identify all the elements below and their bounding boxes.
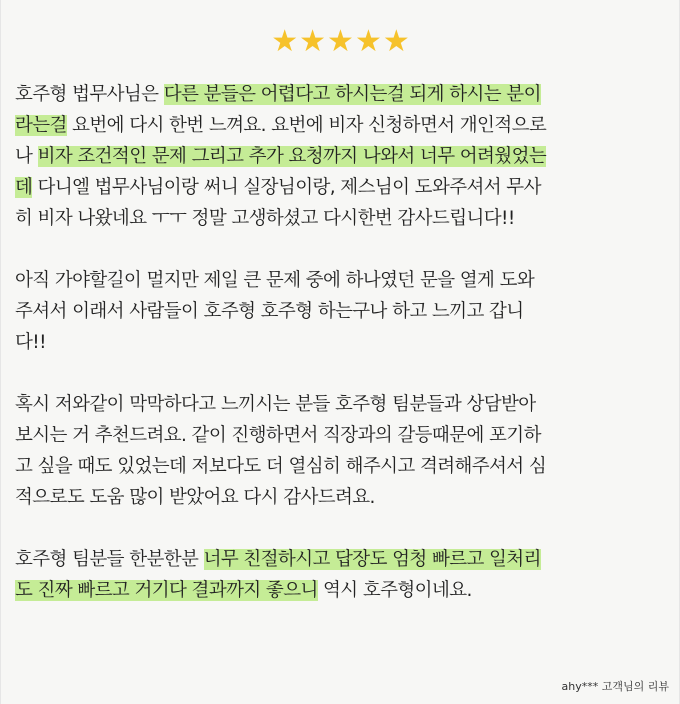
review-text: 호주형 팀분들 한분한분 xyxy=(15,549,204,570)
review-text: 다!! xyxy=(15,332,46,353)
review-line xyxy=(15,203,673,234)
review-line xyxy=(15,420,673,451)
review-line xyxy=(15,544,673,575)
review-line xyxy=(15,141,673,172)
reviewer-attribution: ahy*** 고객님의 리뷰 xyxy=(561,680,669,693)
highlighted-text: 비자 조건적인 문제 그리고 추가 요청까지 나와서 너무 어려웠었는 xyxy=(37,146,547,167)
review-line xyxy=(15,575,673,606)
star-icon: ★ xyxy=(299,24,328,59)
star-icon: ★ xyxy=(382,24,411,59)
review-line xyxy=(15,389,673,420)
review-text: 다니엘 법무사님이랑 써니 실장님이랑, 제스님이 도와주셔서 무사 xyxy=(32,177,541,198)
review-text: 아직 가야할길이 멀지만 제일 큰 문제 중에 하나였던 문을 열게 도와 xyxy=(15,270,535,291)
review-line xyxy=(15,79,673,110)
review-line xyxy=(15,265,673,296)
review-line xyxy=(15,110,673,141)
review-line xyxy=(15,482,673,513)
highlighted-text: 데 xyxy=(15,177,33,198)
highlighted-text: 다른 분들은 어렵다고 하시는걸 되게 하시는 분이 xyxy=(163,84,541,105)
review-line xyxy=(15,451,673,482)
star-icon: ★ xyxy=(327,24,355,59)
review-body xyxy=(15,79,673,637)
highlighted-text: 도 진짜 빠르고 거기다 결과까지 좋으니 xyxy=(15,580,318,601)
star-icon: ★ xyxy=(271,24,300,59)
highlighted-text: 너무 친절하시고 답장도 엄청 빠르고 일처리 xyxy=(203,549,541,570)
review-paragraph xyxy=(15,544,673,606)
review-text: 역시 호주형이네요. xyxy=(317,580,472,601)
star-rating xyxy=(1,24,680,60)
review-text: 고 싶을 때도 있었는데 저보다도 더 열심히 해주시고 격려해주셔서 심 xyxy=(15,456,547,477)
review-paragraph xyxy=(15,79,673,234)
review-line xyxy=(15,327,673,358)
review-text: 혹시 저와같이 막막하다고 느끼시는 분들 호주형 팀분들과 상담받아 xyxy=(15,394,536,415)
review-text: 주셔서 이래서 사람들이 호주형 호주형 하는구나 하고 느끼고 갑니 xyxy=(15,301,524,322)
review-text: 호주형 법무사님은 xyxy=(15,84,164,105)
review-paragraph xyxy=(15,389,673,513)
review-line xyxy=(15,172,673,203)
review-text: 나 xyxy=(15,146,38,167)
review-text: 요번에 다시 한번 느껴요. 요번에 비자 신청하면서 개인적으로 xyxy=(66,115,547,136)
star-icon: ★ xyxy=(354,24,383,59)
review-text: 보시는 거 추천드려요. 같이 진행하면서 직장과의 갈등때문에 포기하 xyxy=(15,425,541,446)
highlighted-text: 라는걸 xyxy=(15,115,67,136)
review-paragraph xyxy=(15,265,673,358)
review-text: 적으로도 도움 많이 받았어요 다시 감사드려요. xyxy=(15,487,375,508)
review-text: 히 비자 나왔네요 ㅜㅜ 정말 고생하셨고 다시한번 감사드립니다!! xyxy=(15,208,515,229)
review-line xyxy=(15,296,673,327)
